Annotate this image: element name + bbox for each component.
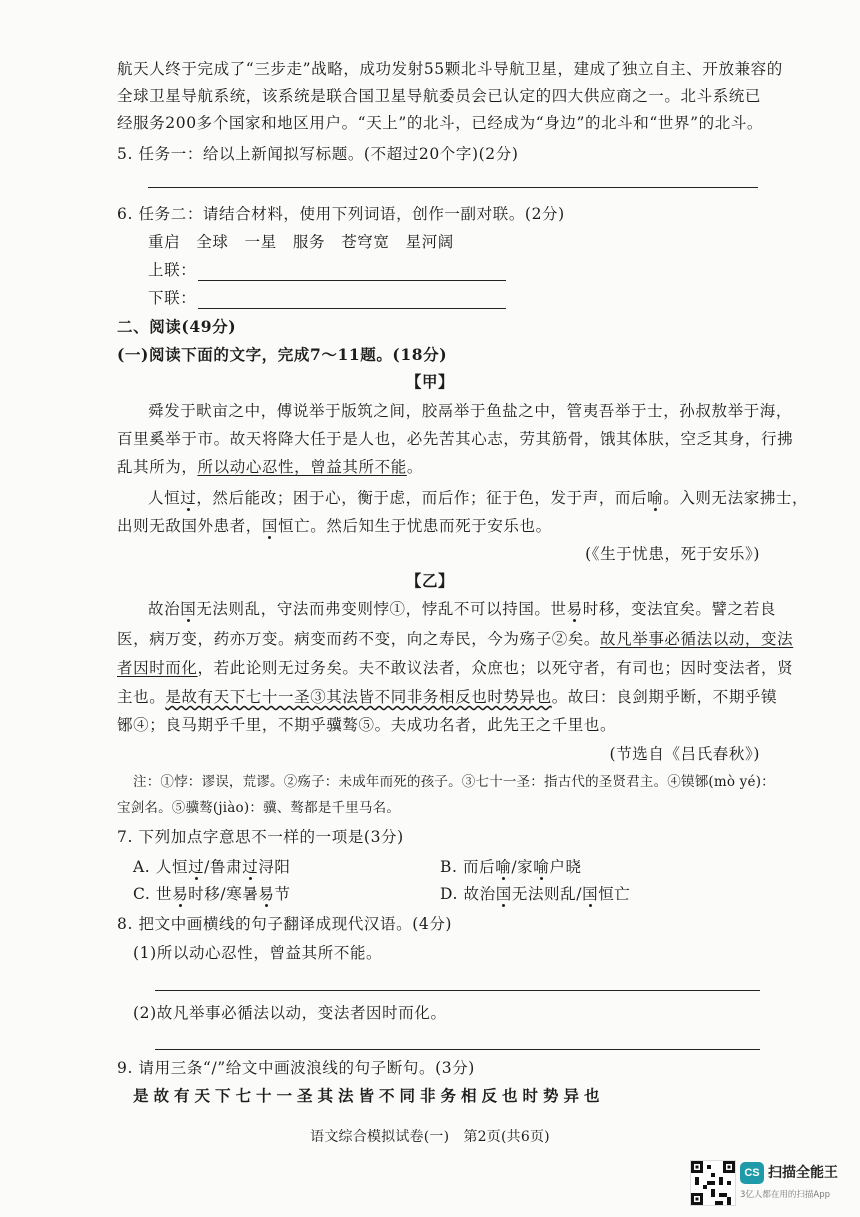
answer-line-q5[interactable] [148, 187, 758, 188]
question-8: 8. 把文中画横线的句子翻译成现代汉语。(4分) [117, 915, 453, 933]
yi-line: 医，病万变，药亦万变。病变而药不变，向之寿民，今为殇子②矣。故凡举事必循法以动，变法 [117, 630, 794, 648]
notes-line: 注：①悖：谬误，荒谬。②殇子：未成年而死的孩子。③七十一圣：指古代的圣贤君主。④镆铘(mò yé)： [133, 774, 775, 790]
question-7: 7. 下列加点字意思不一样的一项是(3分) [117, 828, 404, 846]
upper-couplet-field[interactable] [148, 259, 760, 281]
dotted-char: 易 [566, 600, 583, 618]
question-6: 6. 任务二：请结合材料，使用下列词语，创作一副对联。(2分) [117, 205, 565, 223]
yi-line: 铘④；良马期乎千里，不期乎骥骜⑤。夫成功名者，此先王之千里也。 [117, 716, 617, 734]
q8-sentence-2: (2)故凡举事必循法以动，变法者因时而化。 [133, 1004, 447, 1022]
dotted-char: 国 [261, 517, 279, 535]
underlined-sentence-2: 故凡举事必循法以动，变法 [600, 630, 794, 648]
camscanner-logo: CS [740, 1162, 764, 1184]
dotted-char: 国 [180, 600, 197, 618]
lower-couplet-label: 下联： [148, 289, 197, 307]
underlined-sentence-2-cont: 者因时而化 [117, 659, 198, 677]
text-jia-title: 【甲】 [405, 372, 455, 391]
passage-line: 全球卫星导航系统，该系统是联合国卫星导航委员会已认定的四大供应商之一。北斗系统已 [117, 87, 762, 105]
upper-couplet-label: 上联： [148, 261, 197, 279]
jia-line: 百里奚举于市。故天将降大任于是人也，必先苦其心志，劳其筋骨，饿其体肤，空乏其身，行拂 [117, 430, 794, 448]
qr-code-icon [690, 1160, 736, 1206]
option-c[interactable]: C. 世易时移/寒暑易节 [133, 885, 291, 903]
notes-line: 宝剑名。⑤骥骜(jiào)：骥、骜都是千里马名。 [117, 800, 401, 816]
jia-source: (《生于忧患，死于安乐》) [585, 545, 760, 563]
option-d[interactable]: D. 故治国无法则乱/国恒亡 [440, 885, 631, 903]
option-b[interactable]: B. 而后喻/家喻户晓 [440, 858, 582, 876]
yi-line: 者因时而化，若此论则无过务矣。夫不敢议法者，众庶也；以死守者，有司也；因时变法者，贤 [117, 659, 794, 677]
passage-line: 经服务200多个国家和地区用户。“天上”的北斗，已经成为“身边”的北斗和“世界”的北斗。 [117, 114, 764, 132]
underlined-sentence-1: 所以动心忍性，曾益其所不能 [197, 458, 407, 476]
passage-line: 航天人终于完成了“三步走”战略，成功发射55颗北斗导航卫星，建成了独立自主、开放兼容的 [117, 60, 783, 78]
answer-line-q8-1[interactable] [155, 990, 760, 991]
question-9: 9. 请用三条“/”给文中画波浪线的句子断句。(3分) [117, 1059, 475, 1077]
answer-line-q8-2[interactable] [155, 1049, 760, 1050]
text-yi-title: 【乙】 [405, 571, 455, 590]
part-heading: (一)阅读下面的文字，完成7～11题。(18分) [117, 345, 448, 364]
section-heading: 二、阅读(49分) [117, 317, 237, 336]
q8-sentence-1: (1)所以动心忍性，曾益其所不能。 [133, 944, 383, 962]
upper-couplet-blank[interactable] [198, 264, 506, 281]
page-footer: 语文综合模拟试卷(一) 第2页(共6页) [310, 1129, 550, 1145]
lower-couplet-field[interactable] [148, 287, 760, 309]
lower-couplet-blank[interactable] [198, 292, 506, 309]
jia-line: 人恒过，然后能改；困于心，衡于虑，而后作；征于色，发于声，而后喻。入则无法家拂士， [148, 489, 809, 507]
jia-line: 乱其所为，所以动心忍性，曾益其所不能。 [117, 458, 423, 476]
dotted-char: 喻 [647, 489, 664, 507]
camscanner-name: 扫描全能王 [768, 1165, 838, 1181]
jia-line: 舜发于畎亩之中，傅说举于版筑之间，胶鬲举于鱼盐之中，管夷吾举于士，孙叔敖举于海， [148, 402, 793, 420]
q9-sentence: 是故有天下七十一圣其法皆不同非务相反也时势异也 [133, 1086, 605, 1105]
wavy-sentence: 是故有天下七十一圣③其法皆不同非务相反也时势异也 [165, 688, 552, 706]
couplet-words: 重启 全球 一星 服务 苍穹宽 星河阔 [148, 233, 454, 251]
jia-line: 出则无敌国外患者，国恒亡。然后知生于忧患而死于安乐也。 [117, 517, 552, 535]
yi-line: 故治国无法则乱，守法而弗变则悖①，悖乱不可以持国。世易时移，变法宜矣。譬之若良 [148, 600, 776, 618]
question-5: 5. 任务一：给以上新闻拟写标题。(不超过20个字)(2分) [117, 145, 519, 163]
yi-line: 主也。是故有天下七十一圣③其法皆不同非务相反也时势异也。故曰：良剑期乎断，不期乎镆 [117, 688, 778, 706]
dotted-char: 过 [180, 489, 197, 507]
yi-source: (节选自《吕氏春秋》) [609, 745, 760, 763]
option-a[interactable]: A. 人恒过/鲁肃过浔阳 [133, 858, 291, 876]
camscanner-tagline: 3亿人都在用的扫描App [740, 1190, 831, 1200]
